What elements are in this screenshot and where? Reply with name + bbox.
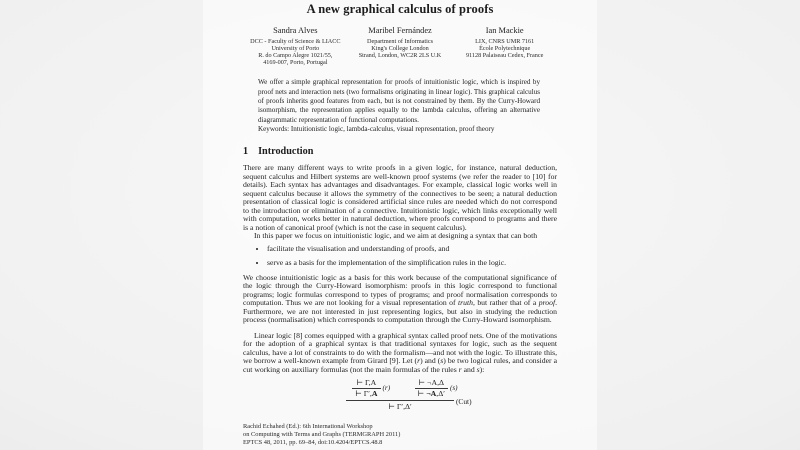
author-maribel-fernandez (348, 26, 453, 66)
affiliation-line: University of Porto (271, 44, 320, 52)
section-heading-introduction (243, 146, 557, 157)
inference-rule-r (352, 378, 391, 399)
goal-bullet-list (243, 245, 557, 268)
abstract-text: We offer a simple graphical representation for proofs of intuitionistic logic, which is inspired by proof nets and interaction nets (two formalisms originating in linear logic). This graphical calculus of proofs inherits good features from each, but is not constrained by them. By the Curry-Howard isomorphism, the representation applies equally to the lambda calculus, offering an alternative diagrammatic representation of functional computations. (258, 78, 540, 124)
affiliation-line: 4169-007, Porto, Portugal (263, 59, 328, 67)
affiliation-line: R. do Campo Alegre 1021/55, (258, 51, 333, 59)
cut-conclusion: ⊢ Γ′,Δ′ (346, 400, 454, 412)
author-ian-mackie (452, 26, 557, 66)
section-number: 1 (243, 146, 249, 158)
cut-rule-derivation (346, 378, 472, 411)
section-title: Introduction (258, 146, 314, 158)
rule-label-s: (s) (449, 384, 458, 393)
author-name: Maribel Fernández (368, 26, 432, 35)
footer-line: EPTCS 48, 2011, pp. 69–84, doi:10.4204/EPTCS.48.8 (243, 439, 383, 446)
affiliation-line: King's College London (371, 44, 429, 52)
author-sandra-alves (243, 26, 348, 66)
bullet-item: • facilitate the visualisation and understanding of proofs, and (267, 245, 557, 254)
paper-title: A new graphical calculus of proofs (306, 2, 494, 16)
rule-label-r: (r) (382, 384, 391, 393)
affiliation-line: DCC - Faculty of Science & LIACC (250, 37, 341, 45)
conclusion-r: ⊢ Γ′,A (352, 388, 380, 399)
paragraph-4: Linear logic [8] comes equipped with a graphical syntax called proof nets. One of the motivations for the adoption of a graphical syntax is that traditional syntaxes for logic, such as the sequent calculus, have a lot of constraints to do with the formalism—and not with the logic. To illustrate this, we borrow a well-known example from Girard [9]. Let (r) and (s) be two logical rules, and consider a cut working on auxiliary formulas (not the main formulas of the rules r and s): (243, 330, 557, 374)
footer-line: on Computing with Terms and Graphs (TERMGRAPH 2011) (243, 431, 401, 438)
abstract (258, 78, 540, 134)
cut-rule-label: (Cut) (455, 397, 472, 407)
affiliation-line: LIX, CNRS UMR 7161 (475, 37, 535, 45)
premise-s: ⊢ ¬A,Δ (418, 378, 445, 388)
proof-tree-figure (243, 378, 557, 414)
affiliation-line: Strand, London, WC2R 2LS U.K (358, 51, 442, 59)
author-name: Sandra Alves (273, 26, 318, 35)
affiliation-line: 91128 Palaiseau Cedex, France (465, 51, 544, 59)
paragraph-2: In this paper we focus on intuitionistic logic, and we aim at designing a syntax that can both (254, 231, 538, 241)
premise-r: ⊢ Γ,A (356, 378, 377, 388)
affiliation-line: École Polytechnique (479, 44, 531, 52)
authors-block (243, 26, 557, 66)
paper-content (243, 0, 557, 450)
paragraph-1: There are many different ways to write proofs in a given logic, for instance, natural deduction, sequent calculus and Hilbert systems are well-known proof systems (we refer the reader to [10] for details). Each syntax has advantages and disadvantages. For example, classical logic works well in sequent calculus because it allows the symmetry of the connectives to be seen; a natural deduction presentation of classical logic is considered artificial since rules are needed which do not correspond to the introduction or elimination of a connective. Intuitionistic logic, which links exceptionally well with computation, works better in natural deduction, where proofs correspond to programs and there is a notion of canonical proof (which is not the case in sequent calculus). (243, 163, 557, 232)
publication-footer (243, 423, 400, 447)
footer-line: Rachid Echahed (Ed.): 6th International Workshop (243, 423, 373, 430)
keywords-line: Keywords: Intuitionistic logic, lambda-calculus, visual representation, proof theory (258, 124, 495, 133)
affiliation-line: Department of Informatics (367, 37, 433, 45)
conclusion-s: ⊢ ¬A,Δ′ (415, 388, 448, 399)
inference-rule-s (415, 378, 458, 399)
bullet-item: • serve as a basis for the implementation of the simplification rules in the logic. (267, 259, 557, 268)
paragraph-3: We choose intuitionistic logic as a basis for this work because of the computational significance of the logic through the Curry-Howard isomorphism: proofs in this logic correspond to functional programs; logic formulas correspond to types of programs; and proof normalisation corresponds to computation. Thus we are not looking for a visual representation of truth, but rather that of a proof. Furthermore, we are not interested in just representing logics, but also in studying the reduction process (normalisation) which corresponds to computation through the Curry-Howard isomorphism. (243, 272, 557, 325)
author-name: Ian Mackie (485, 26, 524, 35)
